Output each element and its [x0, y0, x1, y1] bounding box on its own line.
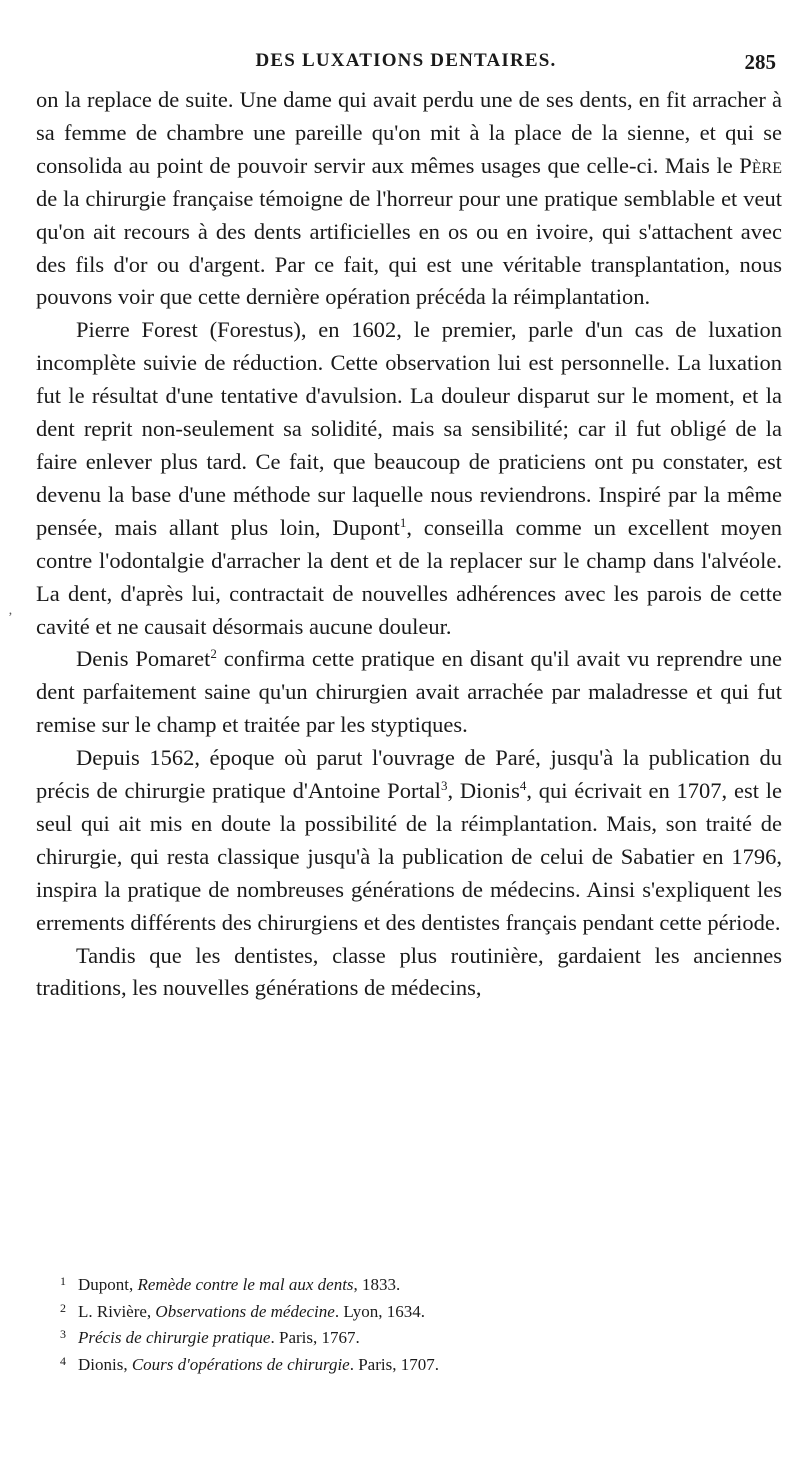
text-run: confirma cette pratique en disant qu'il avait vu reprendre une dent parfaitement saine qu'un chirurgien avait arrachée par maladresse et qui fut remise sur le champ et traitée par les styptiques. — [36, 646, 782, 738]
text-run: Depuis 1562, époque où parut l'ouvrage de Paré, jusqu'à la publication du précis de chirurgie pratique d'Antoine Portal — [36, 745, 782, 804]
footnote-publication: . Paris, 1707. — [349, 1354, 439, 1374]
footnote-number: 2 — [60, 1300, 66, 1315]
text-run: Pierre Forest (Forestus), en 1602, le premier, parle d'un cas de luxation incomplète suivie de réduction. Cette observation lui est personnelle. La luxation fut le résultat d'une tentative d'avulsion. La douleur disparut sur le moment, et la dent reprit non-seulement sa solidité, mais sa sensibilité; car il fut obligé de la faire enlever plus tard. Ce fait, que beaucoup de praticiens ont pu constater, est devenu la base d'une méthode sur laquelle nous reviendrons. Inspiré par la même pensée, mais allant plus loin, Dupont — [36, 317, 782, 540]
footnote-ref: 2 — [210, 646, 217, 662]
text-run: , conseilla comme un excellent moyen contre l'odontalgie d'arracher la dent et de la replacer sur le champ dans l'alvéole. La dent, d'après lui, contractait de nouvelles adhérences avec les parois de cette cavité et ne causait désormais aucune douleur. — [36, 514, 782, 639]
footnote-author: Dupont, — [78, 1275, 138, 1294]
paragraph — [36, 643, 782, 742]
paragraph — [36, 742, 782, 939]
text-run: Denis Pomaret — [76, 646, 211, 672]
footnote — [60, 1297, 760, 1324]
margin-mark: ‚ — [8, 603, 13, 618]
running-head — [36, 50, 776, 80]
page-number: 285 — [744, 50, 776, 74]
footnotes — [60, 1270, 760, 1376]
footnote-ref: 4 — [519, 778, 527, 794]
text-run: , qui écrivait en 1707, est le seul qui ait mis en doute la possibilité de la réimplantation. Mais, son traité de chirurgie, qui resta classique jusqu'à la publication de celui de Sabatier en 1796, inspira la pratique de nombreuses générations de médecins. Ainsi s'expliquent les errements différents des chirurgiens et des dentistes français pendant cette période. — [36, 778, 782, 935]
small-caps-text: Père — [739, 152, 782, 178]
footnote-number: 1 — [60, 1274, 66, 1288]
footnote-number: 4 — [60, 1353, 66, 1368]
paragraph — [36, 940, 782, 1006]
text-run: de la chirurgie française témoigne de l'horreur pour une pratique semblable et veut qu'on ait recours à des dents artificielles en os ou en ivoire, qui s'attachent avec des fils d'or ou d'argent. Par ce fait, qui est une véritable transplantation, nous pouvons voir que cette dernière opération précéda la réimplantation. — [36, 185, 782, 310]
footnote-title: Précis de chirurgie pratique — [78, 1328, 271, 1347]
footnote — [60, 1350, 760, 1377]
running-title: DES LUXATIONS DENTAIRES. — [255, 50, 557, 71]
footnote — [60, 1270, 760, 1297]
footnote-publication: . Paris, 1767. — [270, 1328, 360, 1347]
footnote-publication: , 1833. — [353, 1275, 401, 1294]
footnote-ref: 1 — [399, 514, 407, 530]
paragraph — [36, 84, 782, 314]
footnote-title: Observations de médecine — [155, 1301, 335, 1321]
footnote-number: 3 — [60, 1327, 66, 1341]
text-run: , Dionis — [447, 778, 520, 804]
footnote-author: Dionis, — [78, 1354, 132, 1374]
paragraph — [36, 314, 782, 643]
footnote-ref: 3 — [440, 778, 448, 794]
footnote-publication: . Lyon, 1634. — [334, 1301, 426, 1321]
text-run: on la replace de suite. Une dame qui avait perdu une de ses dents, en fit arracher à sa femme de chambre une pareille qu'on mit à la place de la sienne, et qui se consolida au point de pouvoir servir aux mêmes usages que celle-ci. Mais le — [36, 87, 782, 178]
footnote-title: Cours d'opérations de chirurgie — [131, 1354, 350, 1374]
text-run: Tandis que les dentistes, classe plus routinière, gardaient les anciennes traditions, les nouvelles générations de médecins, — [36, 942, 782, 1001]
footnote — [60, 1323, 760, 1350]
body-text — [36, 84, 782, 1005]
footnote-title: Remède contre le mal aux dents — [137, 1275, 354, 1294]
footnote-author: L. Rivière, — [78, 1301, 156, 1321]
